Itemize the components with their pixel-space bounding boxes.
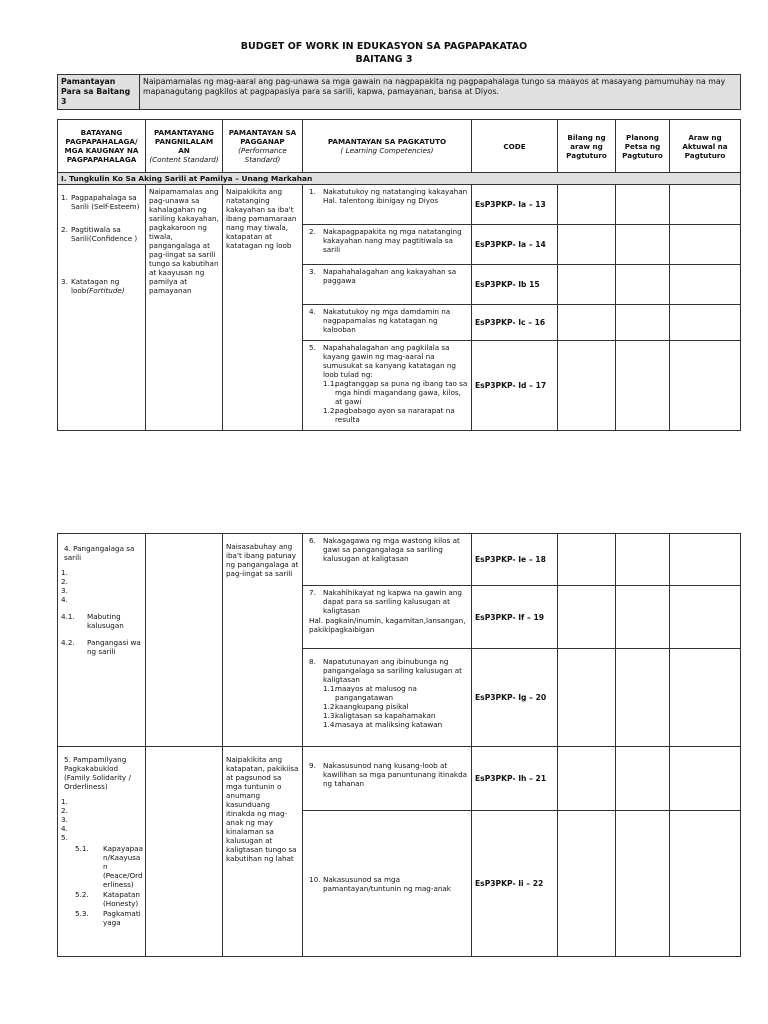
code-cell: EsP3PKP- Ih – 21	[472, 747, 558, 811]
values-cell	[58, 185, 146, 431]
table-header-row	[58, 120, 741, 173]
sub-item: 1.4. masaya at maliksing katawan	[323, 720, 443, 729]
performance-standard-cell: Naipakikita ang katapatan, pakikiisa at pagsunod sa mga tuntunin o anumang kasunduang itinakda ng mag-anak ng may kinalaman sa kalusugan at kaligtasan tungo sa kabutihan ng lahat	[223, 747, 303, 957]
competency-cell: 6. Nakagagawa ng mga wastong kilos at gawi sa pangangalaga sa sariling kalusugan at kaligtasan	[303, 534, 472, 586]
competency-cell: 3. Napahahalagahan ang kakayahan sa paggawa	[303, 265, 472, 305]
values-cell	[58, 747, 146, 957]
content-standard-cell	[146, 534, 223, 747]
list-item: 1. Pagpapahalaga sa Sarili (Self-Esteem)	[61, 193, 140, 211]
days-cell	[558, 225, 616, 265]
competency-cell: 10. Nakasusunod sa mga pamantayan/tuntunin ng mag-anak	[303, 811, 472, 957]
days-cell	[558, 534, 616, 586]
header-performance-standard: PAMANTAYAN SA PAGGANAP (Performance Standard)	[223, 120, 303, 173]
planned-date-cell	[616, 341, 670, 431]
sub-item: 1.2. kaangkupang pisikal	[323, 702, 409, 711]
days-cell	[558, 747, 616, 811]
sub-item: 5.2. Katapatan (Honesty)	[75, 890, 140, 908]
actual-date-cell	[670, 305, 741, 341]
document-title	[0, 40, 768, 66]
code-cell: EsP3PKP- Ia – 14	[472, 225, 558, 265]
header-code: CODE	[472, 120, 558, 173]
days-cell	[558, 811, 616, 957]
values-cell	[58, 534, 146, 747]
actual-date-cell	[670, 811, 741, 957]
list-item: 2. Pagtitiwala sa Sarili(Confidence )	[61, 225, 138, 243]
actual-date-cell	[670, 747, 741, 811]
grade-standard-label: Pamantayan Para sa Baitang 3	[58, 75, 140, 110]
value-title: 5. Pampamilyang Pagkakabuklod (Family Solidarity / Orderliness)	[64, 755, 131, 791]
title-line-1: BUDGET OF WORK IN EDUKASYON SA PAGPAPAKATAO	[240, 41, 528, 52]
days-cell	[558, 649, 616, 747]
content-standard-cell: Naipamamalas ang pag-unawa sa kahalagahan ng sariling kakayahan, pagkakaroon ng tiwala, pangangalaga at pag-iingat sa sarili tungo sa kabutihan at kaayusan ng pamilya at pamayanan	[146, 185, 223, 431]
actual-date-cell	[670, 649, 741, 747]
planned-date-cell	[616, 747, 670, 811]
sub-item: 1.1. maayos at malusog na pangangatawan	[323, 684, 417, 702]
planned-date-cell	[616, 811, 670, 957]
days-cell	[558, 341, 616, 431]
section-title: I. Tungkulin Ko Sa Aking Sarili at Pamilya – Unang Markahan	[58, 173, 741, 185]
actual-date-cell	[670, 341, 741, 431]
code-cell: EsP3PKP- Ic – 16	[472, 305, 558, 341]
number-list: 1. 2. 3. 4.	[61, 568, 68, 604]
header-competencies: PAMANTAYAN SA PAGKATUTO ( Learning Competencies)	[303, 120, 472, 173]
planned-date-cell	[616, 534, 670, 586]
sub-item: 1.1. pagtanggap sa puna ng ibang tao sa mga hindi magandang gawa, kilos, at gawi	[323, 379, 468, 406]
table-row	[58, 747, 741, 811]
header-actual-date: Araw ng Aktuwal na Pagtuturo	[670, 120, 741, 173]
table-row	[58, 534, 741, 586]
grade-standard-table	[57, 74, 741, 110]
competency-cell: 9. Nakasusunod nang kusang-loob at kawilihan sa mga panuntunang itinakda ng tahanan	[303, 747, 472, 811]
competency-cell: 1. Nakatutukoy ng natatanging kakayahan Hal. talentong ibinigay ng Diyos	[303, 185, 472, 225]
table-row	[58, 185, 741, 225]
content-standard-cell	[146, 747, 223, 957]
value-title: 4. Pangangalaga sa sarili	[64, 544, 135, 562]
header-planned-date: Planong Petsa ng Pagtuturo	[616, 120, 670, 173]
competency-cell: 2. Nakapagpapakita ng mga natatanging kakayahan nang may pagtitiwala sa sarili	[303, 225, 472, 265]
sub-item: 4.2. Pangangasi wa ng sarili	[61, 638, 141, 656]
code-cell: EsP3PKP- Ib 15	[472, 265, 558, 305]
sub-item: 5.1. Kapayapaa n/Kaayusa n (Peace/Ord erliness)	[75, 844, 143, 889]
actual-date-cell	[670, 265, 741, 305]
sub-item: 5.3. Pagkamati yaga	[75, 909, 141, 927]
code-cell: EsP3PKP- Id – 17	[472, 341, 558, 431]
days-cell	[558, 265, 616, 305]
grade-standard-text: Naipamamalas ng mag-aaral ang pag-unawa sa mga gawain na nagpapakita ng pagpapahalaga tungo sa maayos at masayang pamumuhay na may mapanagutang pagkilos at pagpapasiya para sa sarili, kapwa, pamayanan, bansa at Diyos.	[140, 75, 741, 110]
actual-date-cell	[670, 534, 741, 586]
days-cell	[558, 185, 616, 225]
actual-date-cell	[670, 586, 741, 649]
days-cell	[558, 586, 616, 649]
sub-item: 1.3. kaligtasan sa kapahamakan	[323, 711, 436, 720]
code-cell: EsP3PKP- Ii – 22	[472, 811, 558, 957]
title-line-2: BAITANG 3	[355, 54, 413, 65]
actual-date-cell	[670, 225, 741, 265]
code-cell: EsP3PKP- If – 19	[472, 586, 558, 649]
performance-standard-cell: Naisasabuhay ang iba't ibang patunay ng pangangalaga at pag-iingat sa sarili	[223, 534, 303, 747]
actual-date-cell	[670, 185, 741, 225]
code-cell: EsP3PKP- Ia – 13	[472, 185, 558, 225]
budget-table-1	[57, 119, 741, 431]
header-values: BATAYANG PAGPAPAHALAGA/ MGA KAUGNAY NA PAGPAPAHALAGA	[58, 120, 146, 173]
competency-cell: 4. Nakatutukoy ng mga damdamin na nagpapamalas ng katatagan ng kalooban	[303, 305, 472, 341]
list-item: 3. Katatagan ng loob(Fortitude)	[61, 277, 125, 295]
planned-date-cell	[616, 225, 670, 265]
budget-table-2	[57, 533, 741, 957]
planned-date-cell	[616, 265, 670, 305]
number-list: 1. 2. 3. 4. 5.	[61, 797, 68, 842]
code-cell: EsP3PKP- Ig – 20	[472, 649, 558, 747]
sub-item: 4.1. Mabuting kalusugan	[61, 612, 124, 630]
competency-cell: 5. Napahahalagahan ang pagkilala sa kayang gawin ng mag-aaral na sumusukat sa kanyang katatagan ng loob tulad ng: 1.1. pagtanggap sa puna ng ibang tao sa mga hindi magandang gawa, kilos, at gawi 1.2. pagbabago ayon sa nararapat na resulta	[303, 341, 472, 431]
competency-cell: 7. Nakahihikayat ng kapwa na gawin ang dapat para sa sariling kalusugan at kaligtasan Hal. pagkain/inumin, kagamitan,lansangan, pakikipagkaibigan	[303, 586, 472, 649]
performance-standard-cell: Naipakikita ang natatanging kakayahan sa iba't ibang pamamaraan nang may tiwala, katapatan at katatagan ng loob	[223, 185, 303, 431]
code-cell: EsP3PKP- Ie – 18	[472, 534, 558, 586]
section-row	[58, 173, 741, 185]
header-days: Bilang ng araw ng Pagtuturo	[558, 120, 616, 173]
competency-cell: 8. Napatutunayan ang ibinubunga ng pangangalaga sa sariling kalusugan at kaligtasan 1.1. maayos at malusog na pangangatawan 1.2. kaangkupang pisikal 1.3. kaligtasan sa kapahamakan 1.4. masaya at maliksing katawan	[303, 649, 472, 747]
planned-date-cell	[616, 649, 670, 747]
header-content-standard: PAMANTAYANG PANGNILALAM AN (Content Standard)	[146, 120, 223, 173]
planned-date-cell	[616, 185, 670, 225]
sub-item: 1.2. pagbabago ayon sa nararapat na resulta	[323, 406, 455, 424]
planned-date-cell	[616, 305, 670, 341]
planned-date-cell	[616, 586, 670, 649]
days-cell	[558, 305, 616, 341]
